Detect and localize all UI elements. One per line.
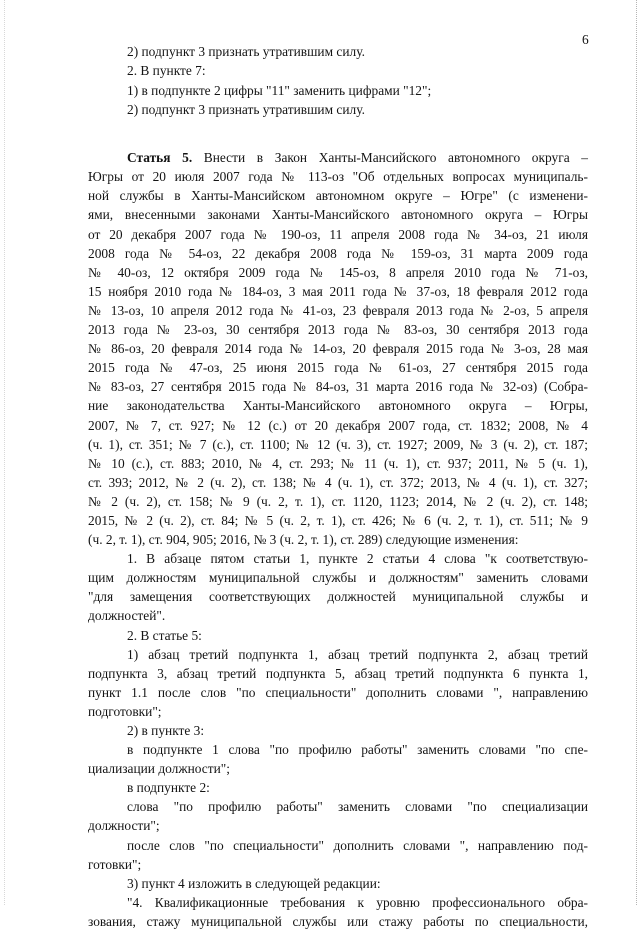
article-line: ние законодательства Ханты-Мансийского автономного округа – Югры, (88, 398, 588, 414)
paragraph-line: щим должностям муниципальной службы и должностям" заменить словами (88, 570, 588, 586)
quote-line: зования, стажу муниципальной службы или стажу работы по специальности, (88, 913, 588, 929)
paragraph-line: 1) абзац третий подпункта 1, абзац третий подпункта 2, абзац третий (127, 646, 588, 662)
paragraph-line: 1. В абзаце пятом статьи 1, пункте 2 статьи 4 слова "к соответствую- (127, 551, 588, 567)
article-line: № 40-оз, 12 октября 2009 года № 145-оз, 8 апреля 2010 года № 71-оз, (88, 264, 588, 280)
article-5 (88, 148, 588, 549)
article-heading: Статья 5. (127, 150, 193, 166)
article-line: 15 ноября 2010 года № 184-оз, 3 мая 2011 года № 37-оз, 18 февраля 2012 года (88, 283, 588, 299)
article-line: № 13-оз, 10 апреля 2012 года № 41-оз, 23 февраля 2013 года № 2-оз, 5 апреля (88, 302, 588, 318)
quote-line: "4. Квалификационные требования к уровню профессионального обра- (127, 894, 588, 910)
article-line: 2007, № 7, ст. 927; № 12 (с.) от 20 декабря 2007 года, ст. 1832; 2008, № 4 (88, 417, 588, 433)
left-scan-edge (4, 0, 5, 905)
paragraph-line: должностей". (88, 608, 166, 624)
article-line: № 10 (с.), ст. 883; 2010, № 4, ст. 293; № 11 (ч. 1), ст. 937; 2011, № 5 (ч. 1), (88, 455, 588, 471)
article-line: ями, внесенными законами Ханты-Мансийского автономного округа – Югры (88, 207, 588, 223)
article-line: № 83-оз, 27 сентября 2015 года № 84-оз, 31 марта 2016 года № 32-оз) (Собра- (88, 379, 588, 395)
paragraph-2 (88, 626, 588, 931)
article-line: (ч. 1), ст. 351; № 7 (с.), ст. 1100; № 12 (ч. 3), ст. 1927; 2009, № 3 (ч. 2), ст. 187; (88, 436, 588, 452)
paragraph-heading: 2) в пункте 3: (127, 723, 205, 738)
article-first-line-text: Внести в Закон Ханты-Мансийского автономного округа – (192, 150, 588, 166)
article-line: 2008 года № 54-оз, 22 декабря 2008 года № 159-оз, 31 марта 2009 года (88, 245, 588, 261)
paragraph-line: после слов "по специальности" дополнить словами ", направлению под- (127, 837, 588, 853)
article-line: (ч. 2, т. 1), ст. 904, 905; 2016, № 3 (ч. 2, т. 1), ст. 289) следующие изменения: (88, 532, 519, 548)
list-item: 2) подпункт 3 признать утратившим силу. (127, 44, 365, 59)
paragraph-line: готовки"; (88, 856, 142, 872)
article-line: от 20 декабря 2007 года № 190-оз, 11 апреля 2008 года № 34-оз, 21 июля (88, 226, 588, 242)
paragraph-line: циализации должности"; (88, 761, 230, 777)
article-line: 2013 года № 23-оз, 30 сентября 2013 года № 83-оз, 30 сентября 2013 года (88, 322, 588, 338)
document-body (88, 42, 588, 931)
right-scan-edge (636, 0, 637, 905)
top-items (88, 42, 588, 119)
paragraph-line: слова "по профилю работы" заменить словами "по специализации (127, 799, 588, 815)
article-line: № 2 (ч. 2), ст. 158; № 9 (ч. 2, т. 1), ст. 1120, 1123; 2014, № 2 (ч. 2), ст. 148; (88, 493, 588, 509)
list-item: 2. В пункте 7: (127, 63, 206, 79)
paragraph-line: "для замещения соответствующих должностей муниципальной службы и (88, 589, 588, 605)
article-line: 2015, № 2 (ч. 2), ст. 84; № 5 (ч. 2, т. 1), ст. 426; № 6 (ч. 2, т. 1), ст. 511; № 9 (88, 512, 588, 528)
paragraph-gap (88, 119, 588, 148)
paragraph-line: в подпункте 1 слова "по профилю работы" заменить словами "по спе- (127, 742, 588, 758)
paragraph-line: пункт 1.1 после слов "по специальности" дополнить словами ", направлению (88, 684, 588, 700)
article-line: ной службы в Ханты-Мансийском автономном округе – Югре" (с изменени- (88, 188, 588, 204)
article-line: Югры от 20 июля 2007 года № 113-оз "Об отдельных вопросах муниципаль- (88, 169, 588, 185)
paragraph-line: подготовки"; (88, 703, 162, 719)
paragraph-heading: в подпункте 2: (127, 780, 210, 796)
article-line: 2015 года № 47-оз, 25 июня 2015 года № 61-оз, 27 сентября 2015 года (88, 360, 588, 376)
article-first-line (88, 148, 588, 167)
page-number: 6 (582, 32, 589, 47)
article-line: ст. 393; 2012, № 2 (ч. 2), ст. 138; № 4 (ч. 1), ст. 372; 2013, № 4 (ч. 1), ст. 327; (88, 474, 588, 490)
paragraph-line: подпункта 3, абзац третий подпункта 5, абзац третий подпункта 6 пункта 1, (88, 665, 588, 681)
list-item: 2) подпункт 3 признать утратившим силу. (127, 101, 365, 117)
paragraph-heading: 2. В статье 5: (127, 627, 202, 643)
list-item: 1) в подпункте 2 цифры "11" заменить цифрами "12"; (127, 82, 432, 98)
paragraph-line: должности"; (88, 818, 160, 834)
article-line: № 86-оз, 20 февраля 2014 года № 14-оз, 20 февраля 2015 года № 3-оз, 28 мая (88, 341, 588, 357)
paragraph-heading: 3) пункт 4 изложить в следующей редакции: (127, 875, 381, 891)
paragraph-1 (88, 549, 588, 625)
